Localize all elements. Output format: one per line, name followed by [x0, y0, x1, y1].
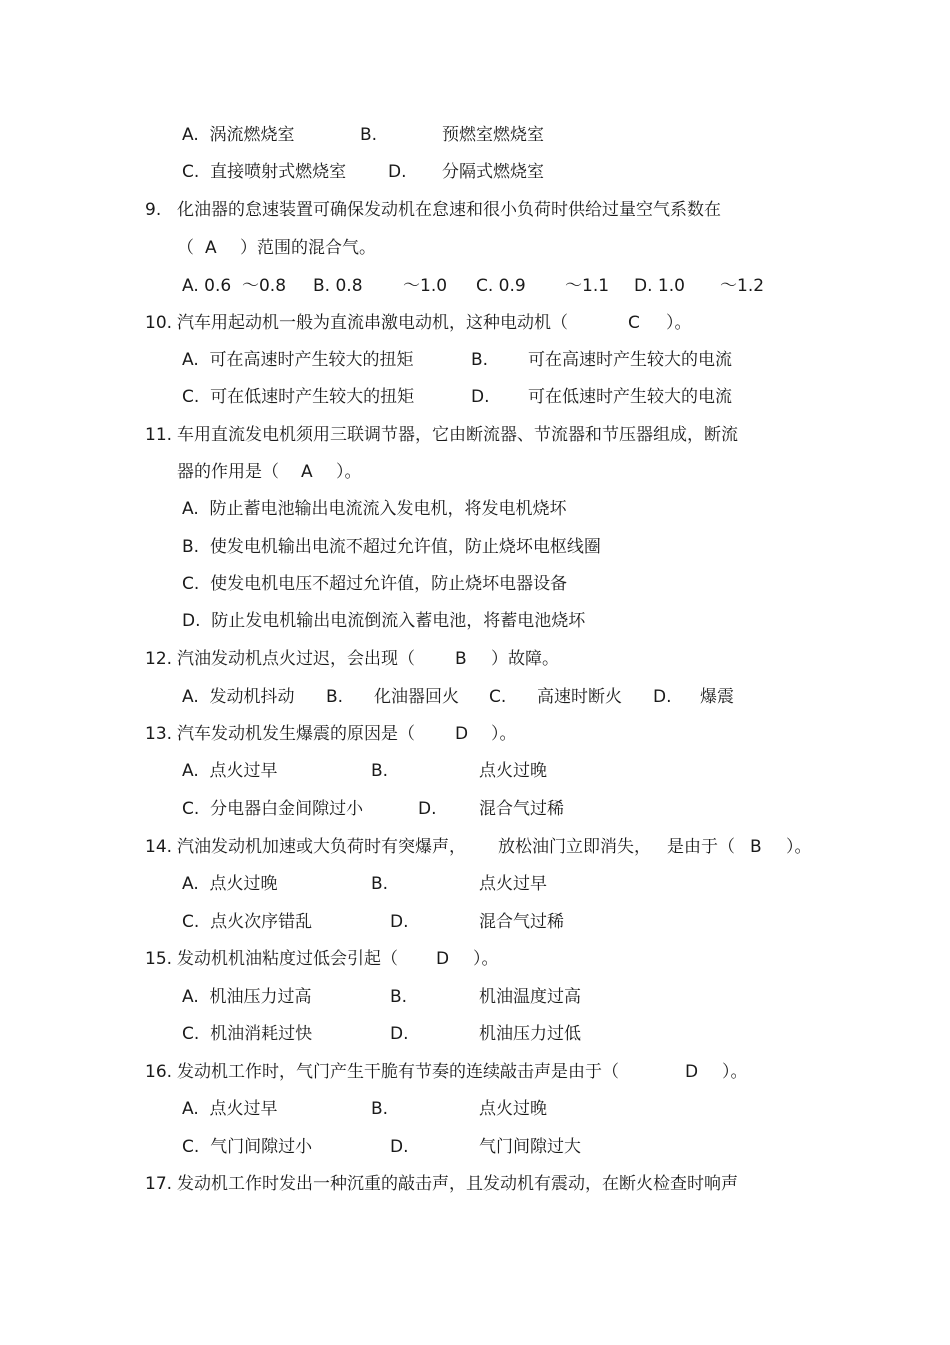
q12-option-c-letter: C.	[489, 687, 507, 707]
q9-stem-line1: 化油器的怠速装置可确保发动机在怠速和很小负荷时供给过量空气系数在	[177, 200, 721, 220]
q16-option-c: C. 气门间隙过小	[182, 1137, 313, 1157]
q14-stem-tail: 是由于（	[667, 837, 735, 857]
q12-number: 12.	[145, 649, 173, 669]
q11-answer: A	[301, 462, 313, 482]
q9-option-a: A. 0.6 ～0.8	[182, 276, 287, 296]
q11-option-d: D. 防止发电机输出电流倒流入蓄电池，将蓄电池烧坏	[182, 611, 586, 631]
q9-open-paren: （	[177, 238, 194, 258]
q16-option-a: A. 点火过早	[182, 1099, 278, 1119]
q17-stem: 发动机工作时发出一种沉重的敲击声，且发动机有震动，在断火检查时响声	[177, 1174, 738, 1194]
q10-number: 10.	[145, 313, 173, 333]
q14-option-a: A. 点火过晚	[182, 874, 278, 894]
q8-option-b-letter: B.	[360, 125, 378, 145]
q15-stem: 发动机机油粘度过低会引起（	[177, 949, 398, 969]
q12-option-c: 高速时断火	[537, 687, 622, 707]
q16-answer: D	[685, 1062, 699, 1082]
q15-option-d-letter: D.	[390, 1024, 409, 1044]
q13-number: 13.	[145, 724, 173, 744]
q10-option-d: 可在低速时产生较大的电流	[528, 387, 732, 407]
q12-option-b-letter: B.	[326, 687, 344, 707]
q16-option-d-letter: D.	[390, 1137, 409, 1157]
q8-option-d: 分隔式燃烧室	[442, 162, 544, 182]
q12-stem-end: ）故障。	[491, 649, 559, 669]
q13-answer: D	[455, 724, 469, 744]
q15-option-b: 机油温度过高	[479, 987, 581, 1007]
q11-stem-line1: 车用直流发电机须用三联调节器，它由断流器、节流器和节压器组成，断流	[177, 425, 738, 445]
q13-stem-end: ）。	[491, 724, 517, 744]
q16-stem-end: ）。	[722, 1062, 748, 1082]
q11-number: 11.	[145, 425, 173, 445]
q11-option-c: C. 使发电机电压不超过允许值，防止烧坏电器设备	[182, 574, 568, 594]
q10-option-b: 可在高速时产生较大的电流	[528, 350, 732, 370]
q10-option-c: C. 可在低速时产生较大的扭矩	[182, 387, 415, 407]
q8-option-d-letter: D.	[388, 162, 407, 182]
q13-option-d: 混合气过稀	[479, 799, 564, 819]
q13-stem: 汽车发动机发生爆震的原因是（	[177, 724, 415, 744]
q16-stem: 发动机工作时，气门产生干脆有节奏的连续敲击声是由于（	[177, 1062, 619, 1082]
q9-option-c-tail: ～1.1	[565, 276, 610, 296]
q10-stem: 汽车用起动机一般为直流串激电动机，这种电动机（	[177, 313, 568, 333]
q12-option-d-letter: D.	[653, 687, 672, 707]
q15-stem-end: ）。	[473, 949, 499, 969]
q9-stem-line2: ）范围的混合气。	[240, 238, 376, 258]
q16-option-b-letter: B.	[371, 1099, 389, 1119]
q15-option-b-letter: B.	[390, 987, 408, 1007]
q14-option-b-letter: B.	[371, 874, 389, 894]
q16-number: 16.	[145, 1062, 173, 1082]
q15-number: 15.	[145, 949, 173, 969]
q9-option-d-tail: ～1.2	[720, 276, 765, 296]
q15-option-d: 机油压力过低	[479, 1024, 581, 1044]
q9-answer: A	[205, 238, 217, 258]
q14-option-d: 混合气过稀	[479, 912, 564, 932]
q14-stem-mid: 放松油门立即消失，	[498, 837, 651, 857]
q13-option-b-letter: B.	[371, 761, 389, 781]
q10-stem-end: ）。	[666, 313, 692, 333]
q13-option-a: A. 点火过早	[182, 761, 278, 781]
q9-option-b-tail: ～1.0	[403, 276, 448, 296]
q10-answer: C	[628, 313, 640, 333]
q10-option-b-letter: B.	[471, 350, 489, 370]
q12-option-b: 化油器回火	[374, 687, 459, 707]
q13-option-b: 点火过晚	[479, 761, 547, 781]
q8-option-a: A. 涡流燃烧室	[182, 125, 295, 145]
q9-option-b: B. 0.8	[313, 276, 363, 296]
q8-option-c: C. 直接喷射式燃烧室	[182, 162, 347, 182]
q11-option-a: A. 防止蓄电池输出电流流入发电机，将发电机烧坏	[182, 499, 567, 519]
q13-option-c: C. 分电器白金间隙过小	[182, 799, 364, 819]
q11-stem-end: ）。	[336, 462, 362, 482]
q9-option-d: D. 1.0	[634, 276, 685, 296]
q15-option-a: A. 机油压力过高	[182, 987, 312, 1007]
q12-stem: 汽油发动机点火过迟，会出现（	[177, 649, 415, 669]
q14-option-c: C. 点火次序错乱	[182, 912, 313, 932]
q14-number: 14.	[145, 837, 173, 857]
q10-option-d-letter: D.	[471, 387, 490, 407]
q9-option-c: C. 0.9	[476, 276, 526, 296]
q15-answer: D	[436, 949, 450, 969]
q13-option-d-letter: D.	[418, 799, 437, 819]
q12-option-a: A. 发动机抖动	[182, 687, 295, 707]
q8-option-b: 预燃室燃烧室	[442, 125, 544, 145]
q14-option-d-letter: D.	[390, 912, 409, 932]
q10-option-a: A. 可在高速时产生较大的扭矩	[182, 350, 414, 370]
q11-stem-line2: 器的作用是（	[177, 462, 279, 482]
q16-option-d: 气门间隙过大	[479, 1137, 581, 1157]
q14-stem: 汽油发动机加速或大负荷时有突爆声，	[177, 837, 466, 857]
q12-option-d: 爆震	[700, 687, 734, 707]
q12-answer: B	[455, 649, 467, 669]
q15-option-c: C. 机油消耗过快	[182, 1024, 313, 1044]
q9-number: 9.	[145, 200, 162, 220]
q16-option-b: 点火过晚	[479, 1099, 547, 1119]
q14-option-b: 点火过早	[479, 874, 547, 894]
q17-number: 17.	[145, 1174, 173, 1194]
q11-option-b: B. 使发电机输出电流不超过允许值，防止烧坏电枢线圈	[182, 537, 601, 557]
q14-answer: B	[750, 837, 762, 857]
q14-stem-end: ）。	[786, 837, 812, 857]
